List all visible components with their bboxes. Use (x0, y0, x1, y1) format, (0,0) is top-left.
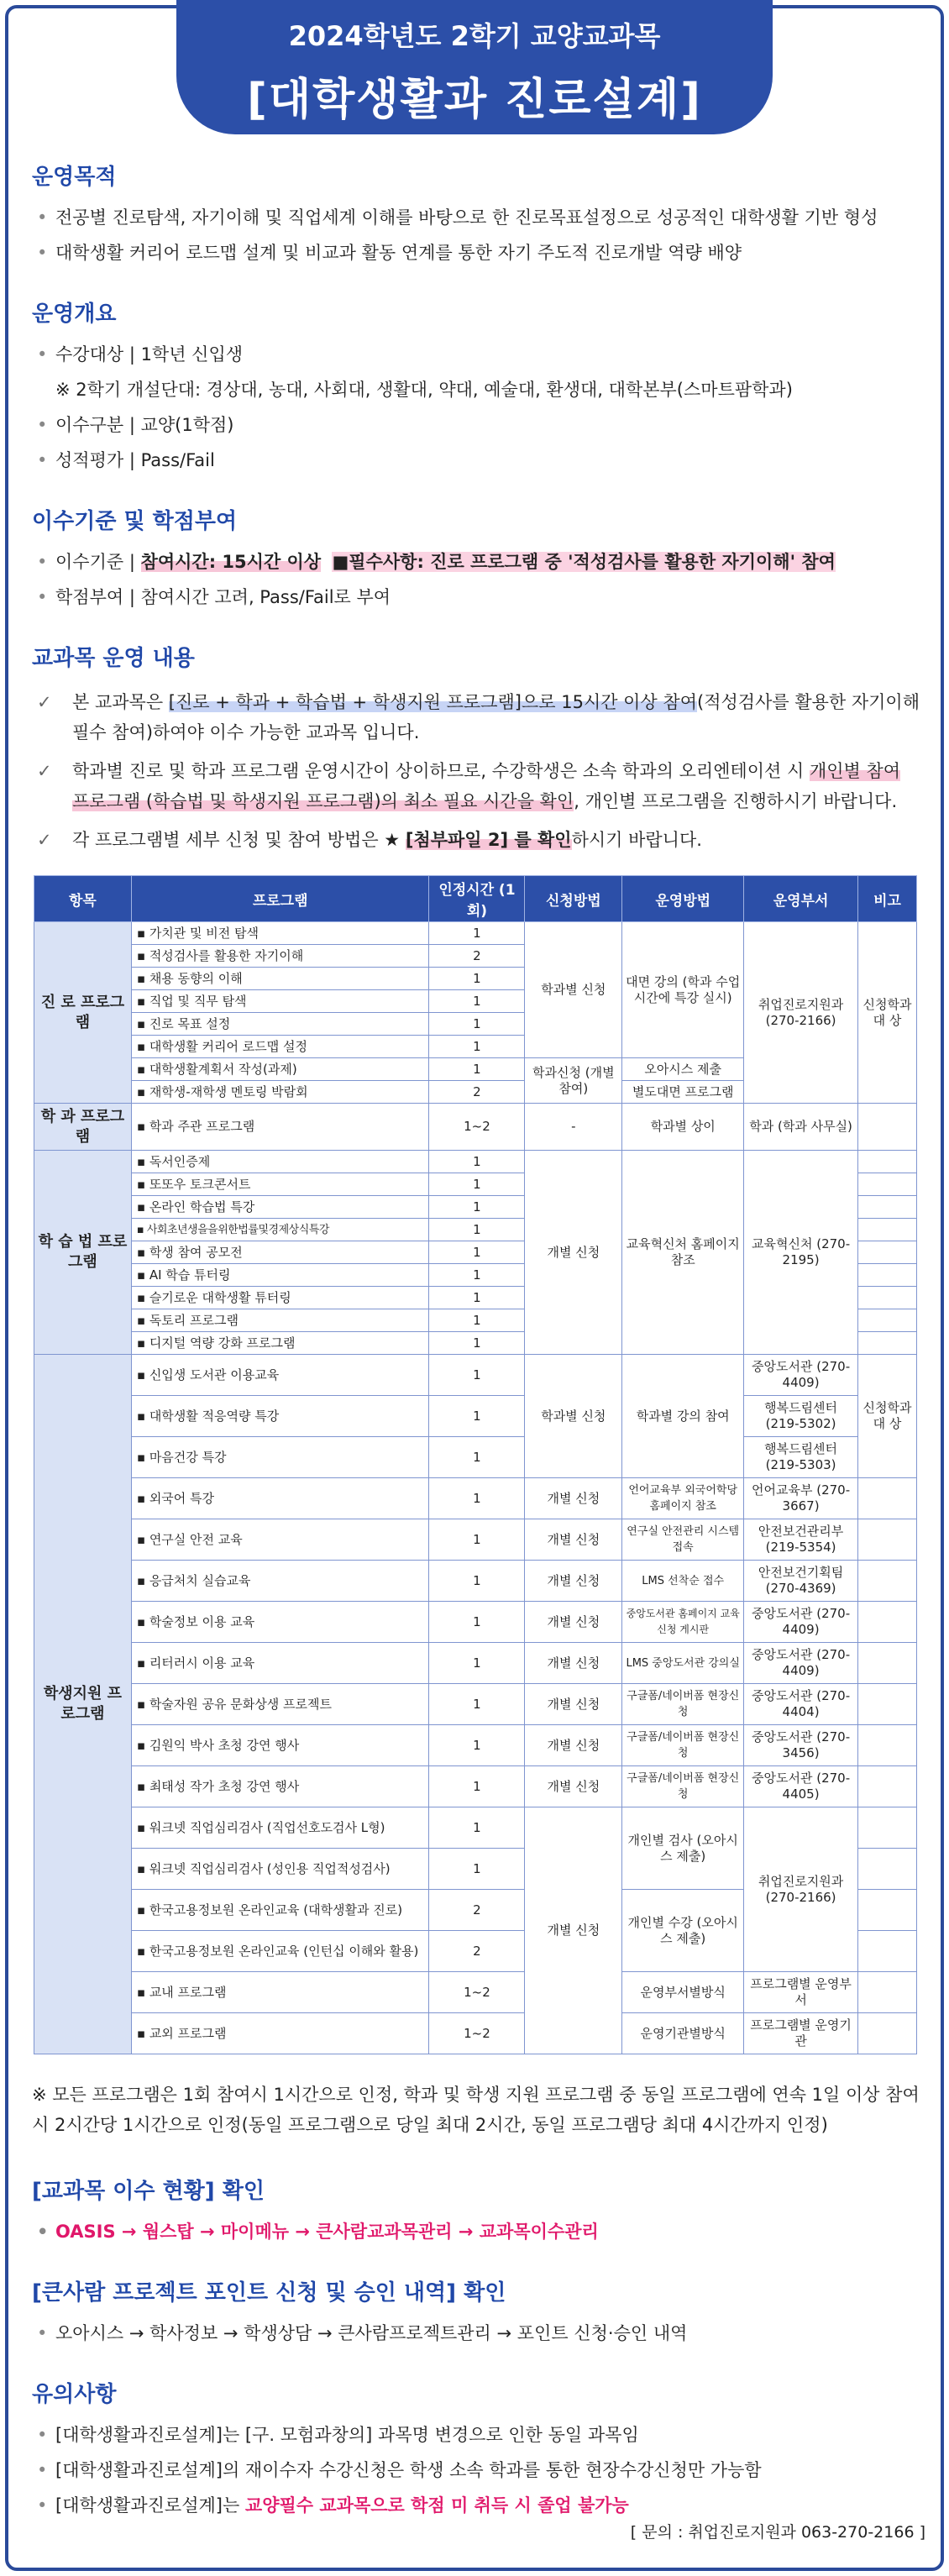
program-time: 1 (429, 922, 525, 945)
program-name: ▪ 채용 동향의 이해 (131, 968, 429, 990)
list-item (32, 2494, 922, 2517)
program-time: 1 (429, 1437, 525, 1478)
program-time: 1 (429, 1287, 525, 1309)
dept-cell: 안전보건기획팀 (270-4369) (744, 1561, 858, 1602)
program-name: ▪ 학술정보 이용 교육 (131, 1602, 429, 1643)
table-row (34, 1602, 917, 1643)
table-header: 비고 (858, 876, 917, 922)
apply-cell: 개별 신청 (525, 1602, 622, 1643)
table-row (34, 922, 917, 945)
table-footnote: ※ 모든 프로그램은 1회 참여시 1시간으로 인정, 학과 및 학생 지원 프로그램 중 동일 프로그램에 연속 1일 이상 참여시 2시간당 1시간으로 인정(동일 프로그램으로 당일 최대 2시간, 동일 프로그램당 최대 4시간까지 인정) (32, 2085, 920, 2135)
note-cell (858, 1890, 917, 1931)
dept-cell: 취업진로지원과 (270-2166) (744, 1807, 858, 1972)
dept-cell: 교육혁신처 (270-2195) (744, 1151, 858, 1355)
operation-cell: 학과별 강의 참여 (622, 1355, 744, 1478)
program-name: ▪ 리터러시 이용 교육 (131, 1643, 429, 1684)
text: 학과별 진로 및 학과 프로그램 운영시간이 상이하므로, 수강학생은 소속 학과의 오리엔테이션 시 (72, 761, 810, 781)
table-row (34, 1684, 917, 1725)
program-time: 1 (429, 1684, 525, 1725)
section-overview (32, 296, 922, 472)
apply-cell: 개별 신청 (525, 1684, 622, 1725)
section-title: [큰사람 프로젝트 포인트 신청 및 승인 내역] 확인 (32, 2280, 506, 2306)
section-point-history (32, 2275, 922, 2345)
list-item: • 대학생활 커리어 로드맵 설계 및 비교과 활동 연계를 통한 자기 주도적 진로개발 역량 배양 (32, 241, 922, 265)
program-name: ▪ 한국고용정보원 온라인교육 (인턴십 이해와 활용) (131, 1931, 429, 1972)
warning-text: 교양필수 교과목으로 학점 미 취득 시 졸업 불가능 (244, 2495, 629, 2516)
section-title: 운영목적 (32, 165, 117, 190)
program-time: 1 (429, 1309, 525, 1332)
section-content (32, 641, 922, 855)
list-item: • [대학생활과진로설계]의 재이수자 수강신청은 학생 소속 학과를 통한 현장수강신청만 가능함 (32, 2458, 922, 2482)
table-row (34, 1104, 917, 1151)
note-cell (858, 1151, 917, 1173)
program-name: ▪ 김원익 박사 초청 강연 행사 (131, 1725, 429, 1766)
operation-cell: 언어교육부 외국어학당 홈페이지 참조 (622, 1478, 744, 1519)
program-name: ▪ 교외 프로그램 (131, 2013, 429, 2054)
program-time: 1 (429, 968, 525, 990)
table-row (34, 2013, 917, 2054)
program-name: ▪ 독서인증제 (131, 1151, 429, 1173)
table-row (34, 1561, 917, 1602)
program-time: 2 (429, 1890, 525, 1931)
apply-cell: 개별 신청 (525, 1766, 622, 1807)
section-title: 운영개요 (32, 302, 117, 327)
highlight-text: [진로 + 학과 + 학습법 + 학생지원 프로그램]으로 15시간 이상 참여 (168, 692, 698, 712)
operation-cell: 별도대면 프로그램 (622, 1081, 744, 1104)
program-time: 1 (429, 1355, 525, 1396)
table-row (34, 1478, 917, 1519)
program-time: 1 (429, 1332, 525, 1355)
apply-cell: 개별 신청 (525, 1725, 622, 1766)
list-item (32, 550, 922, 574)
section-title: [교과목 이수 현황] 확인 (32, 2179, 265, 2204)
operation-cell: LMS 중앙도서관 강의실 (622, 1643, 744, 1684)
list-item: • 이수구분 | 교양(1학점) (32, 413, 922, 437)
program-name: ▪ 적성검사를 활용한 자기이해 (131, 945, 429, 968)
title-banner (176, 0, 773, 134)
apply-cell: 학과별 신청 (525, 1355, 622, 1478)
table-row (34, 1972, 917, 2013)
note-cell (858, 1725, 917, 1766)
apply-cell: 개별 신청 (525, 1519, 622, 1561)
program-name: ▪ 응급처치 실습교육 (131, 1561, 429, 1602)
apply-cell: 개별 신청 (525, 1151, 622, 1355)
program-name: ▪ 학생 참여 공모전 (131, 1241, 429, 1264)
text: (적성검사를 활용한 자기이해 필수 참여)하여야 이수 가능한 교과목 입니다. (72, 692, 920, 742)
program-name: ▪ 워크넷 직업심리검사 (직업선호도검사 L형) (131, 1807, 429, 1849)
apply-cell: 개별 신청 (525, 1478, 622, 1519)
table-row (34, 1437, 917, 1478)
program-time: 1 (429, 1013, 525, 1036)
note-cell (858, 1104, 917, 1151)
dept-cell: 취업진로지원과 (270-2166) (744, 922, 858, 1104)
operation-cell: 연구실 안전관리 시스템 접속 (622, 1519, 744, 1561)
banner-title: [대학생활과 진로설계] (247, 75, 702, 125)
list-item: • OASIS → 웜스탑 → 마이메뉴 → 큰사람교과목관리 → 교과목이수관리 (32, 2220, 922, 2243)
program-name: ▪ 진로 목표 설정 (131, 1013, 429, 1036)
program-time: 1 (429, 1241, 525, 1264)
program-time: 2 (429, 1081, 525, 1104)
program-time: 1 (429, 1807, 525, 1849)
apply-cell: 학과별 신청 (525, 922, 622, 1058)
note-cell (858, 1561, 917, 1602)
program-name: ▪ 온라인 학습법 특강 (131, 1196, 429, 1219)
program-time: 1 (429, 1725, 525, 1766)
category-cell: 학 습 법 프로그램 (34, 1151, 132, 1355)
note-cell (858, 1332, 917, 1355)
note-cell (858, 1766, 917, 1807)
highlight-text: [첨부파일 2] 를 확인 (405, 830, 572, 850)
dept-cell: 중앙도서관 (270-4409) (744, 1643, 858, 1684)
program-time: 1 (429, 1396, 525, 1437)
program-time: 1 (429, 1219, 525, 1241)
operation-cell: 구글폼/네이버폼 현장신청 (622, 1684, 744, 1725)
highlight-text: 개인별 참여 프로그램 (학습법 및 학생지원 프로그램)의 최소 필요 시간을 확인 (72, 761, 901, 811)
category-cell: 진 로 프로그램 (34, 922, 132, 1104)
program-time: 1 (429, 1478, 525, 1519)
table-header: 운영부서 (744, 876, 858, 922)
note-cell (858, 2013, 917, 2054)
note-cell (858, 1264, 917, 1287)
program-name: ▪ 또또우 토크콘서트 (131, 1173, 429, 1196)
criteria-hours: 참여시간: 15시간 이상 (140, 552, 322, 572)
operation-cell: 교육혁신처 홈페이지 참조 (622, 1151, 744, 1355)
text: 본 교과목은 (72, 692, 169, 712)
program-time: 1~2 (429, 1104, 525, 1151)
table-header: 신청방법 (525, 876, 622, 922)
program-name: ▪ 사회초년생을을위한법률및경제상식특강 (131, 1219, 429, 1241)
list-item: • [대학생활과진로설계]는 [구. 모험과창의] 과목명 변경으로 인한 동일 과목임 (32, 2423, 922, 2447)
apply-cell: 학과신청 (개별 참여) (525, 1058, 622, 1104)
section-completion-status (32, 2174, 922, 2243)
note-cell (858, 1219, 917, 1241)
note-cell (858, 1602, 917, 1643)
text: 하시기 바랍니다. (571, 830, 702, 850)
apply-cell: 개별 신청 (525, 1561, 622, 1602)
operation-cell: 개인별 검사 (오아시스 제출) (622, 1807, 744, 1890)
text: [대학생활과진로설계]는 (55, 2495, 245, 2516)
list-item: • 전공별 진로탐색, 자기이해 및 직업세계 이해를 바탕으로 한 진로목표설정으로 성공적인 대학생활 기반 형성 (32, 206, 922, 229)
table-row (34, 1766, 917, 1807)
note-cell: 신청학과 대 상 (858, 1355, 917, 1478)
apply-cell: 개별 신청 (525, 1643, 622, 1684)
apply-cell: - (525, 1104, 622, 1151)
program-name: ▪ 신입생 도서관 이용교육 (131, 1355, 429, 1396)
program-name: ▪ 대학생활 적응역량 특강 (131, 1396, 429, 1437)
note-cell (858, 1241, 917, 1264)
program-time: 1 (429, 1196, 525, 1219)
banner-subtitle: 2024학년도 2학기 교양교과목 (288, 20, 661, 52)
note-cell (858, 1196, 917, 1219)
section-title: 교과목 운영 내용 (32, 646, 195, 671)
program-time: 1 (429, 1766, 525, 1807)
dept-cell: 행복드림센터 (219-5303) (744, 1437, 858, 1478)
operation-cell: 운영기관별방식 (622, 2013, 744, 2054)
main-content (32, 160, 922, 2549)
operation-cell: 구글폼/네이버폼 현장신청 (622, 1725, 744, 1766)
program-time: 1~2 (429, 1972, 525, 2013)
apply-cell: 개별 신청 (525, 1807, 622, 2054)
dept-cell: 중앙도서관 (270-4405) (744, 1766, 858, 1807)
note-cell (858, 1519, 917, 1561)
table-row (34, 1151, 917, 1173)
table-row (34, 1643, 917, 1684)
dept-cell: 프로그램별 운영부서 (744, 1972, 858, 2013)
program-name: ▪ 연구실 안전 교육 (131, 1519, 429, 1561)
table-row (34, 1396, 917, 1437)
program-time: 1 (429, 1561, 525, 1602)
note-cell (858, 1478, 917, 1519)
dept-cell: 중앙도서관 (270-4409) (744, 1602, 858, 1643)
program-table (34, 875, 917, 2054)
list-item: • 오아시스 → 학사정보 → 학생상담 → 큰사람프로젝트관리 → 포인트 신청·승인 내역 (32, 2322, 922, 2345)
note-cell (858, 1173, 917, 1196)
section-purpose (32, 160, 922, 265)
dept-cell: 중앙도서관 (270-3456) (744, 1725, 858, 1766)
program-name: ▪ 재학생-재학생 멘토링 박람회 (131, 1081, 429, 1104)
contact-info: [ 문의 : 취업진로지원과 063-270-2166 ] (630, 2523, 925, 2542)
operation-cell: 개인별 수강 (오아시스 제출) (622, 1890, 744, 1972)
program-name: ▪ 학과 주관 프로그램 (131, 1104, 429, 1151)
table-row (34, 1807, 917, 1849)
program-time: 1 (429, 1036, 525, 1058)
program-name: ▪ 독토리 프로그램 (131, 1309, 429, 1332)
program-name: ▪ 직업 및 직무 탐색 (131, 990, 429, 1013)
program-name: ▪ 외국어 특강 (131, 1478, 429, 1519)
note-cell (858, 1849, 917, 1890)
check-item (32, 687, 922, 748)
operation-cell: LMS 선착순 접수 (622, 1561, 744, 1602)
dept-cell: 중앙도서관 (270-4409) (744, 1355, 858, 1396)
check-item (32, 756, 922, 816)
program-time: 1 (429, 990, 525, 1013)
table-row (34, 1519, 917, 1561)
dept-cell: 행복드림센터 (219-5302) (744, 1396, 858, 1437)
table-header: 운영방법 (622, 876, 744, 922)
list-item: • 수강대상 | 1학년 신입생 (32, 343, 922, 366)
criteria-required: ■필수사항: 진로 프로그램 중 '적성검사를 활용한 자기이해' 참여 (332, 552, 836, 572)
program-name: ▪ 가치관 및 비전 탐색 (131, 922, 429, 945)
program-name: ▪ 디지털 역량 강화 프로그램 (131, 1332, 429, 1355)
operation-cell: 학과별 상이 (622, 1104, 744, 1151)
program-name: ▪ 한국고용정보원 온라인교육 (대학생활과 진로) (131, 1890, 429, 1931)
program-name: ▪ 교내 프로그램 (131, 1972, 429, 2013)
program-time: 1~2 (429, 2013, 525, 2054)
dept-cell: 안전보건관리부 (219-5354) (744, 1519, 858, 1561)
program-name: ▪ 슬기로운 대학생활 튜터링 (131, 1287, 429, 1309)
program-time: 1 (429, 1058, 525, 1081)
program-time: 1 (429, 1519, 525, 1561)
section-notice (32, 2377, 922, 2517)
program-name: ▪ 대학생활계획서 작성(과제) (131, 1058, 429, 1081)
note-cell (858, 1309, 917, 1332)
program-time: 1 (429, 1264, 525, 1287)
program-name: ▪ 마음건강 특강 (131, 1437, 429, 1478)
dept-cell: 학과 (학과 사무실) (744, 1104, 858, 1151)
program-time: 1 (429, 1173, 525, 1196)
note-cell (858, 1643, 917, 1684)
dept-cell: 중앙도서관 (270-4404) (744, 1684, 858, 1725)
dept-cell: 언어교육부 (270-3667) (744, 1478, 858, 1519)
program-time: 1 (429, 1602, 525, 1643)
operation-cell: 운영부서별방식 (622, 1972, 744, 2013)
dept-cell: 프로그램별 운영기관 (744, 2013, 858, 2054)
note-cell (858, 1684, 917, 1725)
program-name: ▪ AI 학습 튜터링 (131, 1264, 429, 1287)
program-time: 2 (429, 1931, 525, 1972)
program-time: 1 (429, 1151, 525, 1173)
operation-cell: 구글폼/네이버폼 현장신청 (622, 1766, 744, 1807)
category-cell: 학생지원 프로그램 (34, 1355, 132, 2054)
section-title: 유의사항 (32, 2382, 117, 2407)
program-time: 1 (429, 1849, 525, 1890)
table-header: 프로그램 (131, 876, 429, 922)
program-time: 2 (429, 945, 525, 968)
operation-cell: 오아시스 제출 (622, 1058, 744, 1081)
program-name: ▪ 대학생활 커리어 로드맵 설정 (131, 1036, 429, 1058)
list-item: • 성적평가 | Pass/Fail (32, 449, 922, 472)
program-name: ▪ 최태성 작가 초청 강연 행사 (131, 1766, 429, 1807)
list-note: ※ 2학기 개설단대: 경상대, 농대, 사회대, 생활대, 약대, 예술대, 환생대, 대학본부(스마트팜학과) (55, 380, 793, 400)
operation-cell: 대면 강의 (학과 수업시간에 특강 실시) (622, 922, 744, 1058)
table-header-row (34, 876, 917, 922)
category-cell: 학 과 프로그램 (34, 1104, 132, 1151)
operation-cell: 중앙도서관 홈페이지 교육신청 게시판 (622, 1602, 744, 1643)
check-item (32, 825, 922, 855)
note-cell (858, 1287, 917, 1309)
text: 각 프로그램별 세부 신청 및 참여 방법은 ★ (72, 830, 406, 850)
note-cell: 신청학과 대 상 (858, 922, 917, 1104)
note-cell (858, 1972, 917, 2013)
table-row (34, 1725, 917, 1766)
table-header: 항목 (34, 876, 132, 922)
section-title: 이수기준 및 학점부여 (32, 509, 238, 534)
text: , 개인별 프로그램을 진행하시기 바랍니다. (574, 791, 898, 811)
program-time: 1 (429, 1643, 525, 1684)
criteria-label: 이수기준 | (55, 552, 141, 572)
program-name: ▪ 학술자원 공유 문화상생 프로젝트 (131, 1684, 429, 1725)
table-row (34, 1355, 917, 1396)
table-header: 인정시간 (1회) (429, 876, 525, 922)
list-item: • 학점부여 | 참여시간 고려, Pass/Fail로 부여 (32, 585, 922, 609)
program-name: ▪ 워크넷 직업심리검사 (성인용 직업적성검사) (131, 1849, 429, 1890)
section-criteria (32, 504, 922, 609)
note-cell (858, 1807, 917, 1849)
note-cell (858, 1931, 917, 1972)
